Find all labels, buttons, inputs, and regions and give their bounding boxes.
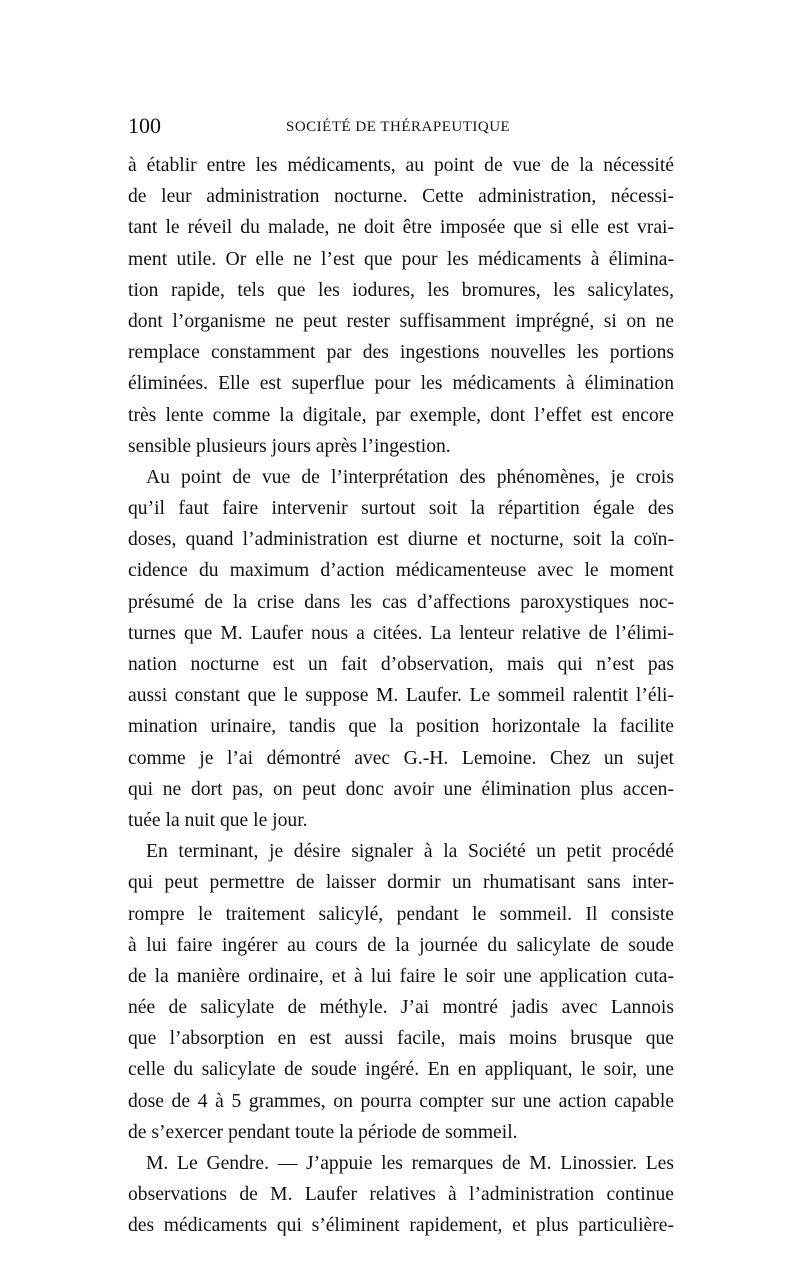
text-line: tion rapide, tels que les iodures, les bromures, les salicylates,	[128, 279, 674, 301]
text-line: rompre le traitement salicylé, pendant le sommeil. Il consiste	[128, 903, 674, 925]
text-line: de s’exercer pendant toute la période de sommeil.	[128, 1121, 518, 1143]
text-line: doses, quand l’administration est diurne et nocturne, soit la coïn-	[128, 529, 674, 551]
text-line: présumé de la crise dans les cas d’affections paroxystiques noc-	[128, 591, 674, 613]
text-line: à établir entre les médicaments, au point de vue de la nécessité	[128, 155, 674, 176]
text-line: qui peut permettre de laisser dormir un rhumatisant sans inter-	[128, 872, 674, 894]
text-line: Au point de vue de l’interprétation des phénomènes, je crois	[146, 466, 674, 488]
text-line: qu’il faut faire intervenir surtout soit la répartition égale des	[128, 498, 674, 520]
body-text	[128, 150, 674, 1242]
text-line: nation nocturne est un fait d’observation, mais qui n’est pas	[128, 654, 674, 675]
text-line: dose de 4 à 5 grammes, on pourra compter sur une action capable	[128, 1090, 674, 1112]
text-line: remplace constamment par des ingestions nouvelles les portions	[128, 342, 674, 364]
text-line: sensible plusieurs jours après l’ingestion.	[128, 435, 451, 457]
paragraph-2	[128, 462, 674, 836]
text-line: à lui faire ingérer au cours de la journée du salicylate de soude	[128, 934, 674, 956]
text-line: de leur administration nocturne. Cette administration, nécessi-	[128, 186, 674, 208]
text-line: née de salicylate de méthyle. J’ai montré jadis avec Lannois	[128, 997, 674, 1019]
paragraph-3	[128, 836, 674, 1148]
text-line: très lente comme la digitale, par exemple, dont l’effet est encore	[128, 404, 674, 426]
text-line: ment utile. Or elle ne l’est que pour les médicaments à élimina-	[128, 248, 674, 270]
text-line: M. Le Gendre. — J’appuie les remarques de M. Linossier. Les	[146, 1153, 674, 1174]
text-line: tuée la nuit que le jour.	[128, 809, 308, 831]
page-number: 100	[128, 113, 161, 138]
text-line: turnes que M. Laufer nous a citées. La lenteur relative de l’élimi-	[128, 622, 674, 644]
text-line: dont l’organisme ne peut rester suffisamment imprégné, si on ne	[128, 310, 674, 332]
text-line: comme je l’ai démontré avec G.-H. Lemoine. Chez un sujet	[128, 747, 674, 769]
text-line: celle du salicylate de soude ingéré. En en appliquant, le soir, une	[128, 1059, 674, 1081]
text-line: tant le réveil du malade, ne doit être imposée que si elle est vrai-	[128, 217, 674, 239]
text-line: que l’absorption en est aussi facile, mais moins brusque que	[128, 1028, 674, 1050]
text-line: qui ne dort pas, on peut donc avoir une élimination plus accen-	[128, 778, 674, 800]
text-line: observations de M. Laufer relatives à l’administration continue	[128, 1184, 674, 1206]
text-line: des médicaments qui s’éliminent rapidement, et plus particulière-	[128, 1215, 674, 1237]
text-line: aussi constant que le suppose M. Laufer. Le sommeil ralentit l’éli-	[128, 685, 674, 707]
text-line: cidence du maximum d’action médicamenteuse avec le moment	[128, 560, 674, 582]
paragraph-4	[128, 1148, 674, 1242]
text-line: de la manière ordinaire, et à lui faire le soir une application cuta-	[128, 965, 674, 987]
text-line: éliminées. Elle est superflue pour les médicaments à élimination	[128, 373, 674, 395]
text-line: En terminant, je désire signaler à la Société un petit procédé	[146, 841, 674, 863]
text-line: mination urinaire, tandis que la position horizontale la facilite	[128, 716, 674, 738]
page-header	[128, 112, 672, 140]
running-head: SOCIÉTÉ DE THÉRAPEUTIQUE	[286, 119, 511, 135]
paragraph-1	[128, 150, 674, 462]
